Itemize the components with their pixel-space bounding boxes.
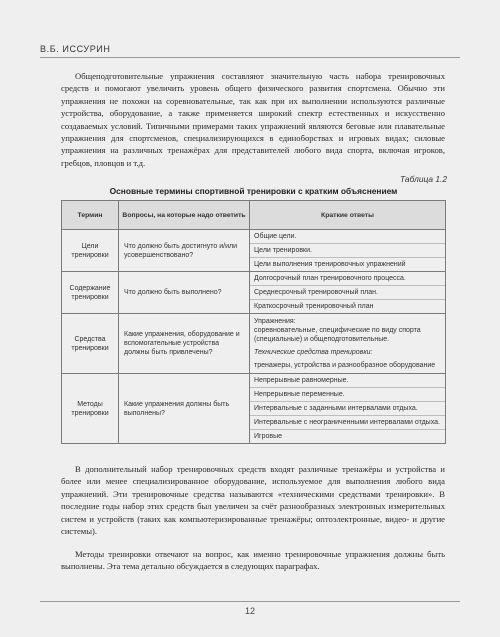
answer-item: Игровые	[254, 433, 283, 440]
table-header-row	[62, 201, 446, 230]
answer-item: Непрерывные переменные.	[250, 388, 445, 402]
answer-item: Интервальные с заданными интервалами отдыха.	[250, 402, 445, 416]
body-paragraph: В дополнительный набор тренировочных средств входят различные тренажёры и устройства и более или менее специализированное оборудование, используемое для выполнения любого вида упражнений. Эти тренировочные средства называются «техническими средствами тренировки». В последние годы набор этих средств был увеличен за счёт разнообразных электронных измерительных систем и устройств (таких как компьютеризированные тренажёры; оптоэлектронные, видео- и другие системы).	[61, 464, 445, 537]
answer-cell	[250, 230, 446, 272]
answer-cell	[250, 272, 446, 314]
answer-block	[250, 314, 445, 373]
answer-text: соревновательные, специфические по виду спорта (специальные) и общеподготовительные.	[254, 327, 421, 343]
answer-heading: Упражнения:	[254, 318, 296, 325]
answer-cell	[250, 314, 446, 374]
answer-item: Цели выполнения тренировочных упражнений	[254, 261, 406, 268]
header-question: Вопросы, на которые надо ответить	[119, 201, 250, 230]
answer-item: Краткосрочный тренировочный план	[254, 303, 374, 310]
table-row	[62, 272, 446, 314]
answer-item: Общие цели.	[250, 230, 445, 244]
table-row	[62, 314, 446, 374]
header-answer: Краткие ответы	[250, 201, 446, 230]
answer-cell	[250, 374, 446, 444]
running-header-author: В.Б. ИССУРИН	[40, 44, 111, 54]
footer-rule	[40, 601, 460, 602]
answer-item: Среднесрочный тренировочный план.	[250, 286, 445, 300]
table-title: Основные термины спортивной тренировки с кратким объяснением	[109, 186, 398, 196]
page-number: 12	[244, 606, 255, 616]
answer-item: Долгосрочный план тренировочного процесса.	[250, 272, 445, 286]
body-paragraph: Методы тренировки отвечают на вопрос, как именно тренировочные упражнения должны быть выполнены. Эта тема детально обсуждается в следующих параграфах.	[61, 549, 445, 572]
table-number: Таблица 1.2	[399, 174, 447, 184]
term-cell: Содержание тренировки	[62, 272, 119, 314]
header-term: Термин	[62, 201, 119, 230]
term-cell: Средства тренировки	[62, 314, 119, 374]
header-rule	[40, 57, 460, 58]
terms-table	[61, 200, 446, 444]
answer-item: Непрерывные равномерные.	[250, 374, 445, 388]
table-row	[62, 230, 446, 272]
table-row	[62, 374, 446, 444]
answer-item: Цели тренировки.	[250, 244, 445, 258]
answer-item: Интервальные с неограниченными интервалами отдыха.	[250, 416, 445, 430]
answer-italic-heading: Технические средства тренировки:	[254, 349, 373, 356]
question-cell: Какие упражнения, оборудование и вспомогательные устройства должны быть привлечены?	[119, 314, 250, 374]
term-cell: Цели тренировки	[62, 230, 119, 272]
question-cell: Что должно быть достигнуто и/или усовершенствовано?	[119, 230, 250, 272]
question-cell: Что должно быть выполнено?	[119, 272, 250, 314]
question-cell: Какие упражнения должны быть выполнены?	[119, 374, 250, 444]
term-cell: Методы тренировки	[62, 374, 119, 444]
answer-text: тренажеры, устройства и разнообразное оборудование	[254, 362, 436, 369]
intro-paragraph: Общеподготовительные упражнения составляют значительную часть набора тренировочных средств и помогают увеличить уровень общего физического развития спортсмена. Обычно эти упражнения не похожи на соревновательные, так как при их выполнении используются различные устройства, оборудование, а также применяется широкий спектр естественных и искусственно создаваемых условий. Типичными примерами таких упражнений являются беговые или плавательные упражнения для спортсменов, специализирующихся в единоборствах и игровых видах; силовые упражнения на различных тренажёрах для представителей любого вида спорта, включая игроков, гребцов, пловцов и т.д.	[61, 71, 445, 168]
